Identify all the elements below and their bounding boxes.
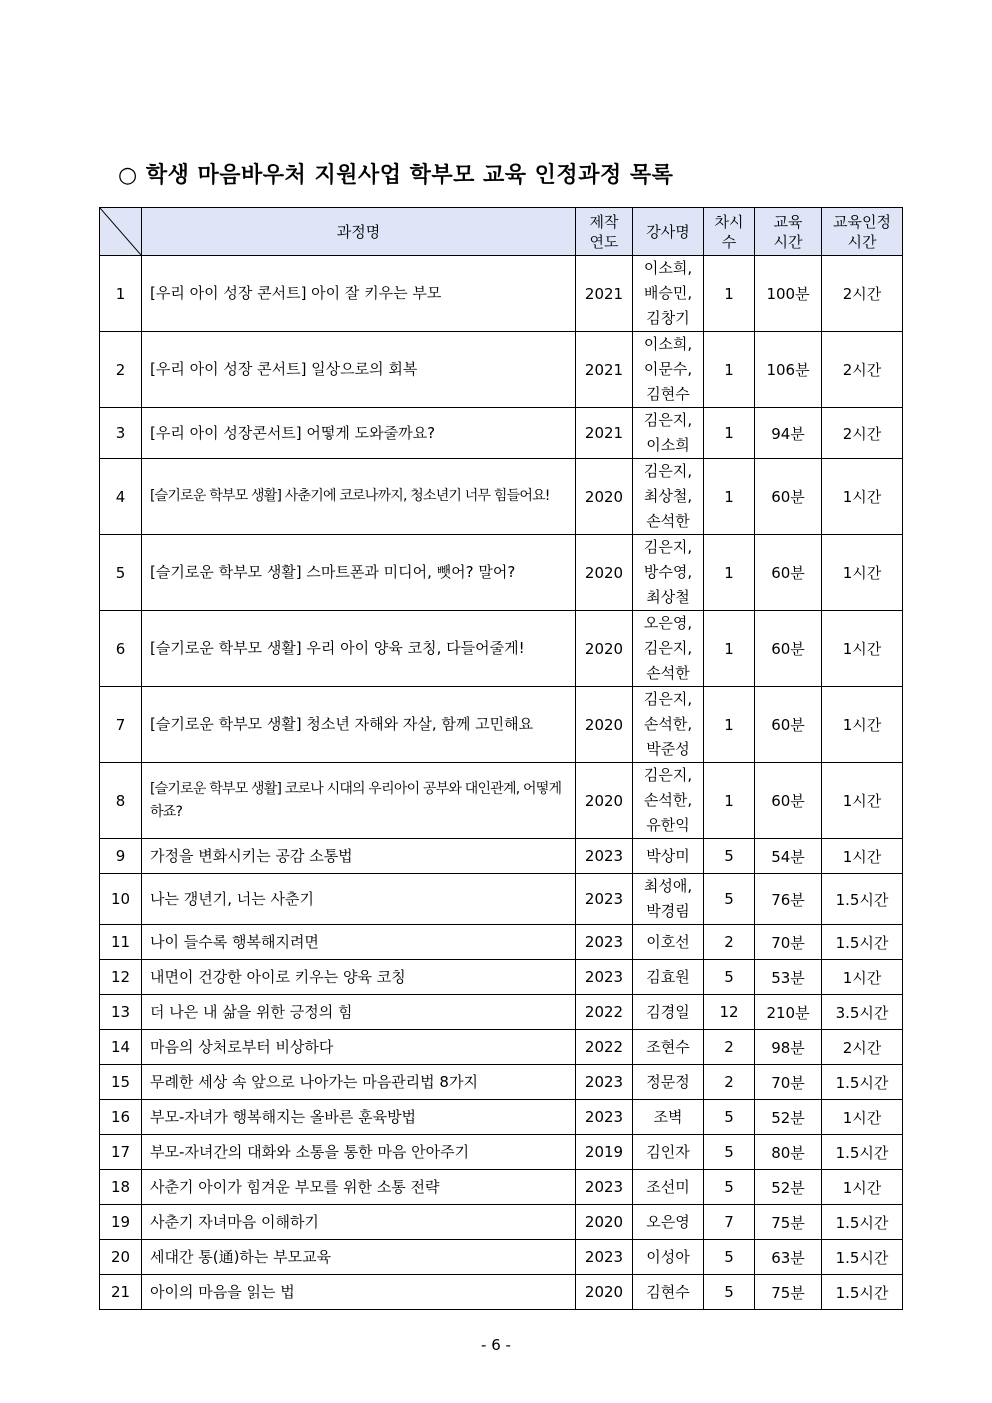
course-name: 가정을 변화시키는 공감 소통법 bbox=[142, 839, 576, 874]
row-number: 4 bbox=[100, 459, 142, 535]
course-name: [우리 아이 성장콘서트] 어떻게 도와줄까요? bbox=[142, 408, 576, 459]
table-row bbox=[100, 535, 903, 611]
course-name: 사춘기 자녀마음 이해하기 bbox=[142, 1205, 576, 1240]
production-year: 2020 bbox=[576, 459, 633, 535]
table-row bbox=[100, 332, 903, 408]
course-name: 사춘기 아이가 힘겨운 부모를 위한 소통 전략 bbox=[142, 1170, 576, 1205]
course-name: [우리 아이 성장 콘서트] 일상으로의 회복 bbox=[142, 332, 576, 408]
table-row bbox=[100, 839, 903, 874]
row-number: 10 bbox=[100, 874, 142, 925]
header-course: 과정명 bbox=[142, 208, 576, 256]
instructor-name: 조선미 bbox=[633, 1170, 704, 1205]
session-count: 5 bbox=[704, 839, 755, 874]
production-year: 2020 bbox=[576, 687, 633, 763]
education-time: 60분 bbox=[755, 459, 822, 535]
credit-time: 1.5시간 bbox=[822, 1205, 903, 1240]
header-edu-time: 교육 시간 bbox=[755, 208, 822, 256]
education-time: 210분 bbox=[755, 995, 822, 1030]
production-year: 2019 bbox=[576, 1135, 633, 1170]
table-row bbox=[100, 995, 903, 1030]
instructor-name: 조현수 bbox=[633, 1030, 704, 1065]
row-number: 19 bbox=[100, 1205, 142, 1240]
production-year: 2021 bbox=[576, 256, 633, 332]
production-year: 2023 bbox=[576, 839, 633, 874]
table-row bbox=[100, 1205, 903, 1240]
row-number: 17 bbox=[100, 1135, 142, 1170]
session-count: 1 bbox=[704, 687, 755, 763]
production-year: 2020 bbox=[576, 611, 633, 687]
credit-time: 1.5시간 bbox=[822, 874, 903, 925]
session-count: 5 bbox=[704, 1170, 755, 1205]
header-row bbox=[100, 208, 903, 256]
instructor-name: 박상미 bbox=[633, 839, 704, 874]
session-count: 1 bbox=[704, 535, 755, 611]
session-count: 5 bbox=[704, 874, 755, 925]
session-count: 1 bbox=[704, 763, 755, 839]
credit-time: 1시간 bbox=[822, 1100, 903, 1135]
production-year: 2020 bbox=[576, 763, 633, 839]
education-time: 75분 bbox=[755, 1205, 822, 1240]
course-name: 부모-자녀간의 대화와 소통을 통한 마음 안아주기 bbox=[142, 1135, 576, 1170]
education-time: 70분 bbox=[755, 925, 822, 960]
education-time: 52분 bbox=[755, 1100, 822, 1135]
header-sessions: 차시 수 bbox=[704, 208, 755, 256]
row-number: 16 bbox=[100, 1100, 142, 1135]
production-year: 2022 bbox=[576, 1030, 633, 1065]
page-number: - 6 - bbox=[481, 1336, 511, 1354]
education-time: 94분 bbox=[755, 408, 822, 459]
education-time: 53분 bbox=[755, 960, 822, 995]
education-time: 60분 bbox=[755, 687, 822, 763]
education-time: 52분 bbox=[755, 1170, 822, 1205]
instructor-name: 김경일 bbox=[633, 995, 704, 1030]
credit-time: 1시간 bbox=[822, 535, 903, 611]
session-count: 7 bbox=[704, 1205, 755, 1240]
education-time: 63분 bbox=[755, 1240, 822, 1275]
credit-time: 1시간 bbox=[822, 960, 903, 995]
production-year: 2020 bbox=[576, 1275, 633, 1310]
session-count: 5 bbox=[704, 1240, 755, 1275]
instructor-name: 조벽 bbox=[633, 1100, 704, 1135]
course-name: 나이 들수록 행복해지려면 bbox=[142, 925, 576, 960]
education-time: 60분 bbox=[755, 535, 822, 611]
production-year: 2023 bbox=[576, 1100, 633, 1135]
credit-time: 1시간 bbox=[822, 687, 903, 763]
session-count: 2 bbox=[704, 925, 755, 960]
production-year: 2023 bbox=[576, 1065, 633, 1100]
course-name: 아이의 마음을 읽는 법 bbox=[142, 1275, 576, 1310]
education-time: 76분 bbox=[755, 874, 822, 925]
credit-time: 2시간 bbox=[822, 332, 903, 408]
credit-time: 2시간 bbox=[822, 408, 903, 459]
row-number: 7 bbox=[100, 687, 142, 763]
course-name: [슬기로운 학부모 생활] 스마트폰과 미디어, 뺏어? 말어? bbox=[142, 535, 576, 611]
instructor-name: 정문정 bbox=[633, 1065, 704, 1100]
instructor-name: 김효원 bbox=[633, 960, 704, 995]
course-table bbox=[99, 207, 903, 1310]
credit-time: 2시간 bbox=[822, 256, 903, 332]
credit-time: 1.5시간 bbox=[822, 1275, 903, 1310]
header-year: 제작 연도 bbox=[576, 208, 633, 256]
session-count: 2 bbox=[704, 1065, 755, 1100]
row-number: 12 bbox=[100, 960, 142, 995]
instructor-name: 이호선 bbox=[633, 925, 704, 960]
credit-time: 1.5시간 bbox=[822, 925, 903, 960]
credit-time: 1시간 bbox=[822, 459, 903, 535]
corner-cell bbox=[100, 208, 142, 256]
credit-time: 1.5시간 bbox=[822, 1240, 903, 1275]
row-number: 3 bbox=[100, 408, 142, 459]
education-time: 75분 bbox=[755, 1275, 822, 1310]
header-credit: 교육인정 시간 bbox=[822, 208, 903, 256]
credit-time: 2시간 bbox=[822, 1030, 903, 1065]
production-year: 2021 bbox=[576, 332, 633, 408]
table-row bbox=[100, 408, 903, 459]
row-number: 13 bbox=[100, 995, 142, 1030]
row-number: 15 bbox=[100, 1065, 142, 1100]
instructor-name: 김현수 bbox=[633, 1275, 704, 1310]
row-number: 5 bbox=[100, 535, 142, 611]
table-row bbox=[100, 256, 903, 332]
instructor-name: 김은지, 방수영, 최상철 bbox=[633, 535, 704, 611]
production-year: 2023 bbox=[576, 1240, 633, 1275]
credit-time: 1시간 bbox=[822, 1170, 903, 1205]
production-year: 2023 bbox=[576, 874, 633, 925]
course-name: [슬기로운 학부모 생활] 코로나 시대의 우리아이 공부와 대인관계, 어떻게 하죠? bbox=[142, 763, 576, 839]
row-number: 11 bbox=[100, 925, 142, 960]
credit-time: 1시간 bbox=[822, 839, 903, 874]
instructor-name: 오은영, 김은지, 손석한 bbox=[633, 611, 704, 687]
instructor-name: 이소희, 배승민, 김창기 bbox=[633, 256, 704, 332]
table-row bbox=[100, 611, 903, 687]
table-row bbox=[100, 925, 903, 960]
education-time: 54분 bbox=[755, 839, 822, 874]
session-count: 1 bbox=[704, 459, 755, 535]
course-name: 부모-자녀가 행복해지는 올바른 훈육방법 bbox=[142, 1100, 576, 1135]
session-count: 5 bbox=[704, 1275, 755, 1310]
row-number: 2 bbox=[100, 332, 142, 408]
instructor-name: 김은지, 최상철, 손석한 bbox=[633, 459, 704, 535]
education-time: 98분 bbox=[755, 1030, 822, 1065]
education-time: 100분 bbox=[755, 256, 822, 332]
session-count: 1 bbox=[704, 256, 755, 332]
production-year: 2021 bbox=[576, 408, 633, 459]
table-row bbox=[100, 960, 903, 995]
session-count: 12 bbox=[704, 995, 755, 1030]
credit-time: 1시간 bbox=[822, 611, 903, 687]
table-row bbox=[100, 1135, 903, 1170]
credit-time: 1.5시간 bbox=[822, 1135, 903, 1170]
table-row bbox=[100, 1240, 903, 1275]
section-title: ○ 학생 마음바우처 지원사업 학부모 교육 인정과정 목록 bbox=[118, 163, 674, 188]
course-name: [슬기로운 학부모 생활] 사춘기에 코로나까지, 청소년기 너무 힘들어요! bbox=[142, 459, 576, 535]
course-name: 세대간 통(通)하는 부모교육 bbox=[142, 1240, 576, 1275]
table-row bbox=[100, 459, 903, 535]
production-year: 2020 bbox=[576, 535, 633, 611]
credit-time: 1.5시간 bbox=[822, 1065, 903, 1100]
diagonal-line bbox=[100, 208, 141, 255]
instructor-name: 이소희, 이문수, 김현수 bbox=[633, 332, 704, 408]
row-number: 20 bbox=[100, 1240, 142, 1275]
credit-time: 1시간 bbox=[822, 763, 903, 839]
production-year: 2020 bbox=[576, 1205, 633, 1240]
instructor-name: 김은지, 이소희 bbox=[633, 408, 704, 459]
course-name: 더 나은 내 삶을 위한 긍정의 힘 bbox=[142, 995, 576, 1030]
session-count: 5 bbox=[704, 960, 755, 995]
session-count: 2 bbox=[704, 1030, 755, 1065]
table-body bbox=[100, 256, 903, 1310]
table-row bbox=[100, 687, 903, 763]
education-time: 60분 bbox=[755, 763, 822, 839]
production-year: 2023 bbox=[576, 925, 633, 960]
instructor-name: 오은영 bbox=[633, 1205, 704, 1240]
table-row bbox=[100, 874, 903, 925]
row-number: 6 bbox=[100, 611, 142, 687]
course-name: [슬기로운 학부모 생활] 우리 아이 양육 코칭, 다들어줄게! bbox=[142, 611, 576, 687]
production-year: 2023 bbox=[576, 960, 633, 995]
row-number: 1 bbox=[100, 256, 142, 332]
production-year: 2022 bbox=[576, 995, 633, 1030]
instructor-name: 김인자 bbox=[633, 1135, 704, 1170]
credit-time: 3.5시간 bbox=[822, 995, 903, 1030]
session-count: 5 bbox=[704, 1100, 755, 1135]
row-number: 14 bbox=[100, 1030, 142, 1065]
education-time: 80분 bbox=[755, 1135, 822, 1170]
row-number: 8 bbox=[100, 763, 142, 839]
course-name: [슬기로운 학부모 생활] 청소년 자해와 자살, 함께 고민해요 bbox=[142, 687, 576, 763]
course-name: 나는 갱년기, 너는 사춘기 bbox=[142, 874, 576, 925]
production-year: 2023 bbox=[576, 1170, 633, 1205]
course-name: 마음의 상처로부터 비상하다 bbox=[142, 1030, 576, 1065]
table-row bbox=[100, 763, 903, 839]
education-time: 106분 bbox=[755, 332, 822, 408]
instructor-name: 이성아 bbox=[633, 1240, 704, 1275]
education-time: 70분 bbox=[755, 1065, 822, 1100]
instructor-name: 최성애, 박경림 bbox=[633, 874, 704, 925]
session-count: 1 bbox=[704, 408, 755, 459]
table-row bbox=[100, 1170, 903, 1205]
table-row bbox=[100, 1030, 903, 1065]
session-count: 5 bbox=[704, 1135, 755, 1170]
course-name: 내면이 건강한 아이로 키우는 양육 코칭 bbox=[142, 960, 576, 995]
row-number: 21 bbox=[100, 1275, 142, 1310]
table-row bbox=[100, 1275, 903, 1310]
table-row bbox=[100, 1100, 903, 1135]
session-count: 1 bbox=[704, 611, 755, 687]
row-number: 18 bbox=[100, 1170, 142, 1205]
course-name: 무례한 세상 속 앞으로 나아가는 마음관리법 8가지 bbox=[142, 1065, 576, 1100]
session-count: 1 bbox=[704, 332, 755, 408]
education-time: 60분 bbox=[755, 611, 822, 687]
course-name: [우리 아이 성장 콘서트] 아이 잘 키우는 부모 bbox=[142, 256, 576, 332]
instructor-name: 김은지, 손석한, 유한익 bbox=[633, 763, 704, 839]
header-instructor: 강사명 bbox=[633, 208, 704, 256]
row-number: 9 bbox=[100, 839, 142, 874]
instructor-name: 김은지, 손석한, 박준성 bbox=[633, 687, 704, 763]
table-row bbox=[100, 1065, 903, 1100]
